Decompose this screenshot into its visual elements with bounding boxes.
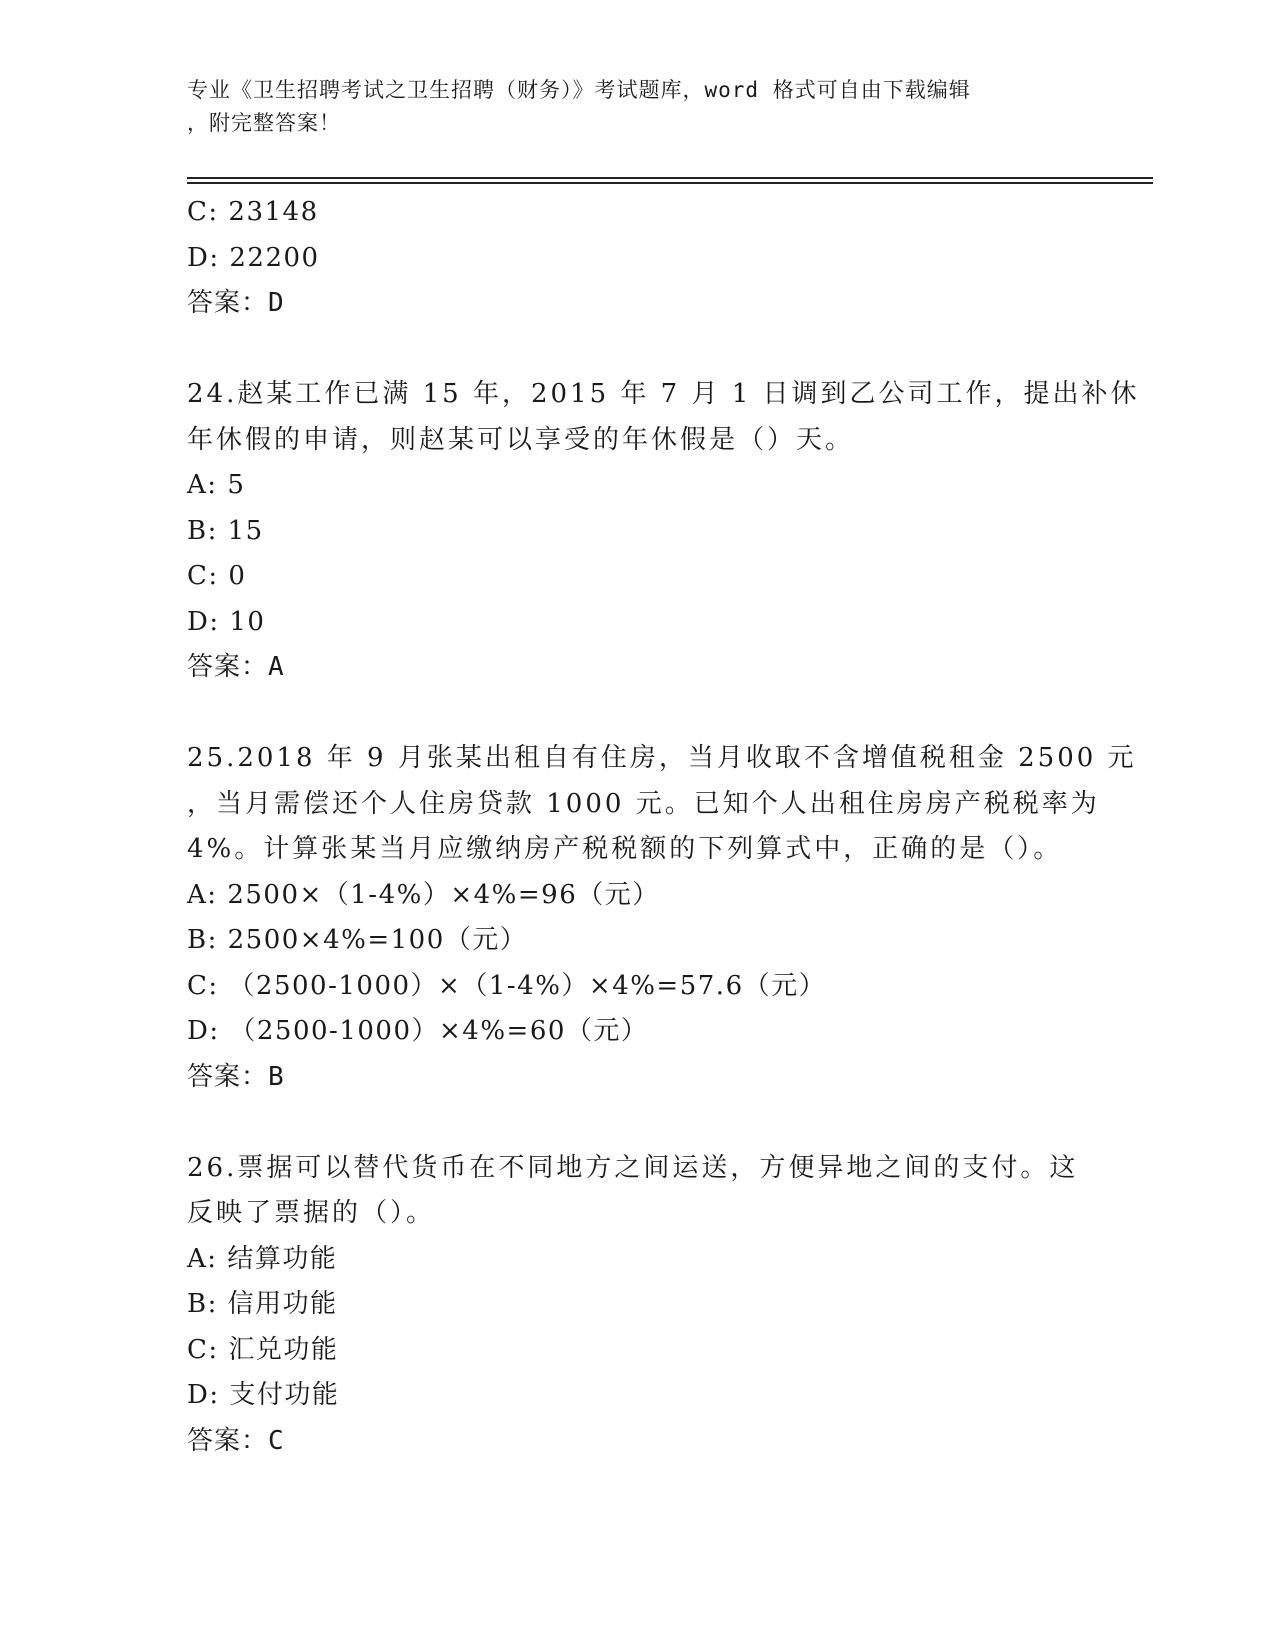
- header-line-1: 专业《卫生招聘考试之卫生招聘（财务）》考试题库，word 格式可自由下载编辑: [187, 78, 971, 102]
- option-b: B: 15: [187, 515, 264, 546]
- question-stem: 反映了票据的（）。: [187, 1198, 436, 1228]
- option-d: D: 支付功能: [187, 1380, 340, 1410]
- option-a: A: 2500×（1-4%）×4%=96（元）: [187, 879, 660, 910]
- option-c: C: 0: [187, 561, 247, 591]
- question-stem: 24.赵某工作已满 15 年，2015 年 7 月 1 日调到乙公司工作，提出补休: [187, 379, 1140, 409]
- option-c: C: （2500-1000）×（1-4%）×4%=57.6（元）: [187, 970, 827, 1001]
- option-a: A: 结算功能: [187, 1243, 338, 1274]
- question-26: [187, 1146, 1087, 1465]
- option-c: C: 汇兑功能: [187, 1334, 339, 1365]
- question-25: [187, 736, 1137, 1100]
- question-stem: 26.票据可以替代货币在不同地方之间运送，方便异地之间的支付。这: [187, 1152, 1079, 1183]
- question-24: [187, 372, 1140, 691]
- header-divider-bottom: [187, 182, 1153, 184]
- option-d: D: （2500-1000）×4%=60（元）: [187, 1016, 649, 1046]
- option-d: D: 22200: [187, 242, 320, 273]
- header-divider-top: [187, 177, 1153, 179]
- question-stem: 年休假的申请，则赵某可以享受的年休假是（）天。: [187, 424, 855, 455]
- answer-line: 答案：D: [187, 288, 285, 318]
- option-b: B: 2500×4%=100（元）: [187, 925, 528, 955]
- question-stem: 4%。计算张某当月应缴纳房产税税额的下列算式中，正确的是（）。: [187, 834, 1063, 864]
- document-header: [187, 74, 1067, 140]
- header-line-2: ，附完整答案！: [187, 111, 341, 135]
- answer-line: 答案：C: [187, 1425, 285, 1456]
- answer-line: 答案：A: [187, 652, 285, 682]
- prev-question-tail: [187, 190, 1087, 327]
- option-b: B: 信用功能: [187, 1289, 338, 1319]
- question-stem: ，当月需偿还个人住房贷款 1000 元。已知个人出租住房房产税税率为: [187, 788, 1100, 819]
- option-d: D: 10: [187, 606, 266, 637]
- answer-line: 答案：B: [187, 1061, 285, 1092]
- question-stem: 25.2018 年 9 月张某出租自有住房，当月收取不含增值税租金 2500 元: [187, 743, 1137, 773]
- option-a: A: 5: [187, 470, 246, 500]
- option-c: C: 23148: [187, 197, 319, 227]
- question-list: [187, 190, 1140, 1464]
